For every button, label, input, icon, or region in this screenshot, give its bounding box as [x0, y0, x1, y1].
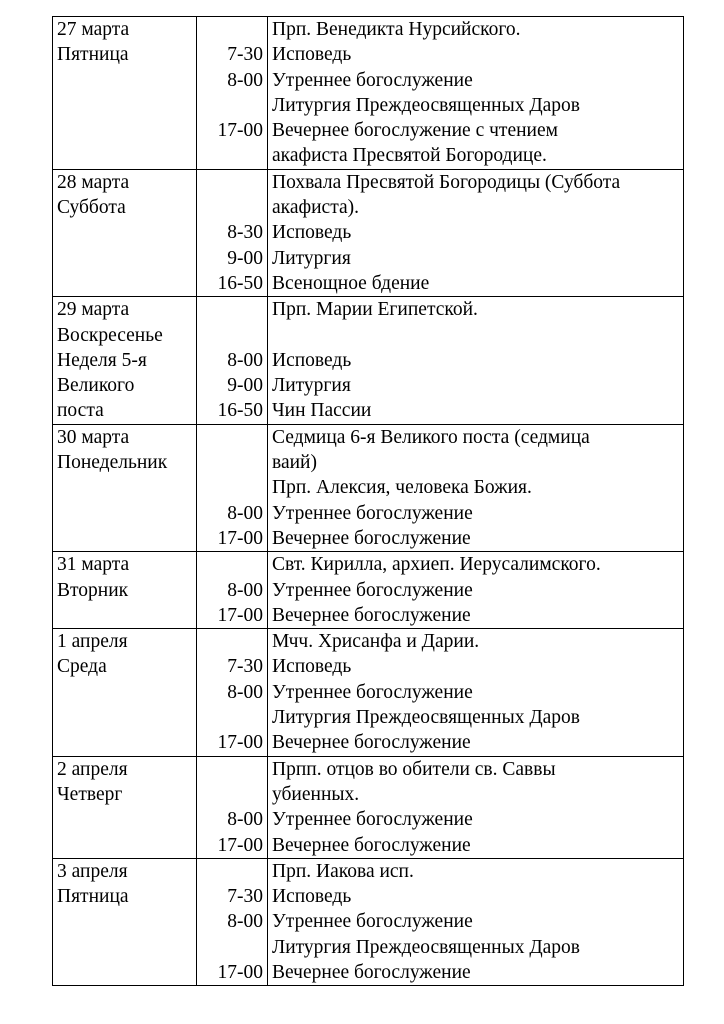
service-name: Утреннее богослужение: [272, 809, 473, 831]
service-name: акафиста Пресвятой Богородице.: [272, 145, 547, 167]
time-cell: [197, 169, 268, 296]
service-name: Литургия Преждеосвященных Даров: [272, 707, 580, 729]
day-weekday-line: Великого: [57, 375, 135, 397]
service-name: Седмица 6-я Великого поста (седмица: [272, 426, 590, 448]
service-time: [201, 297, 263, 322]
service-time: [201, 705, 263, 730]
day-cell: [53, 17, 197, 170]
service-time: 8-00: [227, 579, 263, 601]
day-weekday-line: Понедельник: [57, 452, 168, 474]
service-name: Всенощное бдение: [272, 272, 430, 294]
service-time: [201, 425, 263, 450]
day-date: 29 марта: [57, 299, 130, 321]
day-date: 2 апреля: [57, 758, 128, 780]
service-name: акафиста).: [272, 197, 359, 219]
service-name: Литургия Преждеосвященных Даров: [272, 94, 580, 116]
service-time: 8-00: [227, 349, 263, 371]
service-time: [201, 143, 263, 168]
service-name: Исповедь: [272, 222, 352, 244]
service-name: ваий): [272, 452, 317, 474]
service-time: [201, 782, 263, 807]
service-name: Утреннее богослужение: [272, 69, 473, 91]
service-time: [201, 935, 263, 960]
day-cell: [53, 424, 197, 551]
service-name: Исповедь: [272, 44, 352, 66]
service-time: [201, 629, 263, 654]
service-name: Свт. Кирилла, архиеп. Иерусалимского.: [272, 554, 601, 576]
day-weekday-line: Суббота: [57, 197, 126, 219]
time-cell: [197, 17, 268, 170]
service-name: Литургия Преждеосвященных Даров: [272, 936, 580, 958]
service-name: Чин Пассии: [272, 400, 372, 422]
service-name: Литургия: [272, 247, 351, 269]
service-time: 17-00: [217, 961, 263, 983]
service-time: 8-00: [227, 809, 263, 831]
service-name: Вечернее богослужение: [272, 732, 471, 754]
service-name: Вечернее богослужение: [272, 604, 471, 626]
service-time: 16-50: [217, 400, 263, 422]
day-cell: [53, 169, 197, 296]
service-time: [201, 170, 263, 195]
day-date: 28 марта: [57, 171, 130, 193]
event-cell: [268, 756, 684, 858]
service-name: Прп. Иакова исп.: [272, 860, 414, 882]
service-time: 9-00: [227, 247, 263, 269]
day-cell: [53, 629, 197, 756]
event-cell: [268, 552, 684, 629]
service-name: [272, 323, 679, 348]
service-name: убиенных.: [272, 783, 360, 805]
service-time: 17-00: [217, 527, 263, 549]
service-time: 8-00: [227, 69, 263, 91]
event-cell: [268, 858, 684, 985]
day-row: [53, 552, 684, 629]
day-date: 1 апреля: [57, 631, 128, 653]
schedule-table: [52, 16, 684, 986]
service-name: Прп. Алексия, человека Божия.: [272, 477, 532, 499]
service-time: [201, 859, 263, 884]
time-cell: [197, 424, 268, 551]
day-weekday-line: Воскресенье: [57, 324, 163, 346]
service-time: [201, 450, 263, 475]
service-time: 8-30: [227, 222, 263, 244]
event-cell: [268, 297, 684, 424]
service-time: 17-00: [217, 834, 263, 856]
day-date: 27 марта: [57, 19, 130, 40]
day-row: [53, 756, 684, 858]
day-cell: [53, 858, 197, 985]
day-cell: [53, 552, 197, 629]
time-cell: [197, 756, 268, 858]
day-row: [53, 297, 684, 424]
service-time: [201, 552, 263, 577]
day-weekday-line: Четверг: [57, 783, 123, 805]
day-row: [53, 17, 684, 170]
event-cell: [268, 17, 684, 170]
day-cell: [53, 756, 197, 858]
service-name: Вечернее богослужение: [272, 527, 471, 549]
service-time: [201, 323, 263, 348]
service-time: 7-30: [227, 886, 263, 908]
day-weekday-line: Пятница: [57, 886, 129, 908]
service-time: 16-50: [217, 272, 263, 294]
day-date: 30 марта: [57, 426, 130, 448]
service-time: 8-00: [227, 681, 263, 703]
time-cell: [197, 552, 268, 629]
service-time: 17-00: [217, 732, 263, 754]
service-name: Утреннее богослужение: [272, 681, 473, 703]
service-name: Утреннее богослужение: [272, 502, 473, 524]
service-time: [201, 475, 263, 500]
day-weekday-line: Среда: [57, 656, 107, 678]
service-name: Утреннее богослужение: [272, 911, 473, 933]
service-name: Литургия: [272, 375, 351, 397]
service-time: 17-00: [217, 604, 263, 626]
day-row: [53, 169, 684, 296]
service-time: 9-00: [227, 375, 263, 397]
service-time: [201, 93, 263, 118]
service-name: Исповедь: [272, 656, 352, 678]
event-cell: [268, 629, 684, 756]
service-time: 8-00: [227, 911, 263, 933]
service-time: 7-30: [227, 44, 263, 66]
time-cell: [197, 629, 268, 756]
service-time: [201, 17, 263, 42]
service-time: 8-00: [227, 502, 263, 524]
day-date: 3 апреля: [57, 860, 128, 882]
service-time: [201, 195, 263, 220]
service-time: 17-00: [217, 120, 263, 142]
day-weekday-line: Пятница: [57, 44, 129, 66]
day-row: [53, 424, 684, 551]
event-cell: [268, 424, 684, 551]
time-cell: [197, 858, 268, 985]
service-name: Исповедь: [272, 349, 352, 371]
service-name: Вечернее богослужение с чтением: [272, 120, 558, 142]
day-date: 31 марта: [57, 554, 130, 576]
service-name: Утреннее богослужение: [272, 579, 473, 601]
service-name: Прп. Венедикта Нурсийского.: [272, 19, 521, 40]
schedule-body: [53, 17, 684, 986]
day-cell: [53, 297, 197, 424]
service-time: 7-30: [227, 656, 263, 678]
day-row: [53, 858, 684, 985]
event-cell: [268, 169, 684, 296]
service-name: Прпп. отцов во обители св. Саввы: [272, 758, 556, 780]
day-weekday-line: поста: [57, 400, 104, 422]
service-name: Похвала Пресвятой Богородицы (Суббота: [272, 171, 621, 193]
day-weekday-line: Неделя 5-я: [57, 349, 147, 371]
service-name: Прп. Марии Египетской.: [272, 299, 478, 321]
service-name: Вечернее богослужение: [272, 961, 471, 983]
service-name: Вечернее богослужение: [272, 834, 471, 856]
service-name: Исповедь: [272, 886, 352, 908]
time-cell: [197, 297, 268, 424]
service-name: Мчч. Хрисанфа и Дарии.: [272, 631, 480, 653]
service-time: [201, 757, 263, 782]
day-row: [53, 629, 684, 756]
day-weekday-line: Вторник: [57, 579, 129, 601]
